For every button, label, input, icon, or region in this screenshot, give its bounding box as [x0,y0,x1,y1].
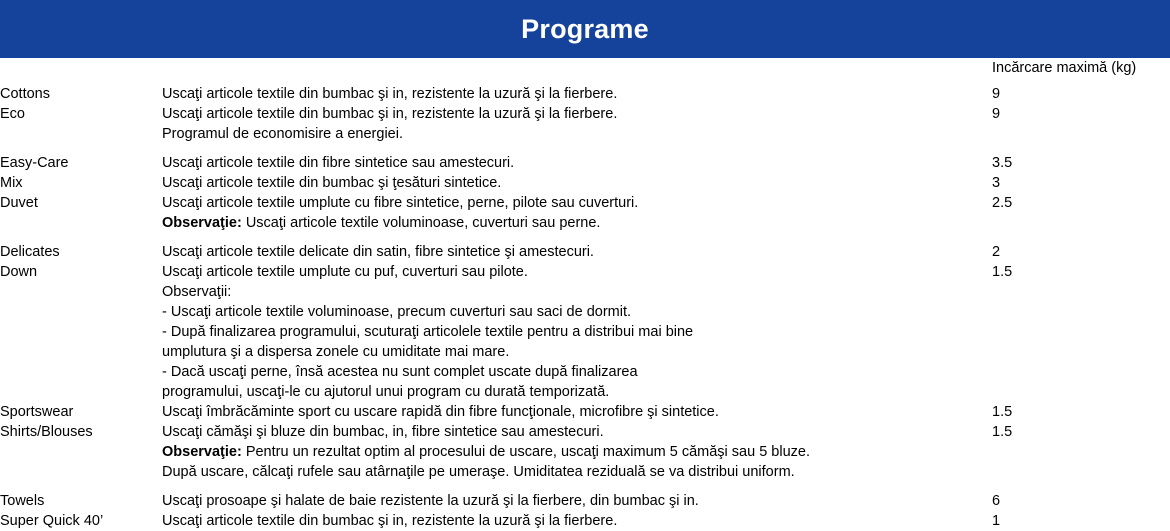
note-bullet: - Uscaţi articole textile voluminoase, precum cuverturi sau saci de dormit. [162,304,632,320]
program-description: Uscaţi îmbrăcăminte sport cu uscare rapidă din fibre funcţionale, microfibre şi sintetice. [162,404,719,420]
note-bullet-wrap: umplutura şi a dispersa zonele cu umiditate mai mare. [162,344,510,360]
program-max-load: 9 [992,106,1001,122]
table-row-bullet [0,322,1170,342]
program-description: Uscaţi articole textile din fibre sintetice sau amestecuri. [162,155,515,171]
program-description: Uscaţi articole textile umplute cu fibre sintetice, perne, pilote sau cuverturi. [162,195,639,211]
table-row [0,153,1170,173]
note-text: Uscaţi articole textile voluminoase, cuverturi sau perne. [241,215,601,231]
program-note [162,442,992,462]
table-header-max-load: Incărcare maximă (kg) [992,60,1137,76]
program-max-load-empty [992,213,1170,233]
table-row [0,491,1170,511]
program-name-empty [0,213,162,233]
program-max-load-empty [992,342,1170,362]
program-max-load-empty [992,302,1170,322]
program-max-load-empty [992,382,1170,402]
program-max-load: 1.5 [992,264,1013,280]
program-description: Uscaţi cămăşi şi bluze din bumbac, in, fibre sintetice sau amestecuri. [162,424,604,440]
program-name: Sportswear [0,404,74,420]
program-name: Mix [0,175,23,191]
program-name: Duvet [0,195,38,211]
table-row-note [0,442,1170,462]
program-max-load: 3.5 [992,155,1013,171]
table-row-notes-heading [0,282,1170,302]
table-row-bullet [0,362,1170,382]
program-max-load-empty [992,322,1170,342]
table-row-continuation [0,124,1170,144]
program-name-empty [0,342,162,362]
table-header-program [0,58,162,84]
table-row-bullet-continuation [0,342,1170,362]
program-description-extra: Programul de economisire a energiei. [162,126,403,142]
program-name-empty [0,382,162,402]
program-name-empty [0,124,162,144]
table-row [0,511,1170,531]
program-name: Towels [0,493,45,509]
notes-label: Observaţii: [162,284,232,300]
row-gap [0,482,1170,491]
program-max-load-empty [992,362,1170,382]
note-bullet: - După finalizarea programului, scuturaţi articolele textile pentru a distribui mai bine [162,324,694,340]
program-name: Down [0,264,38,280]
table-row [0,173,1170,193]
program-name: Shirts/Blouses [0,424,93,440]
table-header-row [0,58,1170,84]
program-name-empty [0,362,162,382]
program-description: Uscaţi articole textile umplute cu puf, cuverturi sau pilote. [162,264,528,280]
table-row-note [0,213,1170,233]
program-description: Uscaţi prosoape şi halate de baie rezistente la uzură şi la fierbere, din bumbac şi in. [162,493,699,509]
program-name-empty [0,322,162,342]
page-header-banner [0,0,1170,58]
programs-table [0,58,1170,531]
note-label: Observaţie: [162,444,242,460]
program-max-load: 3 [992,175,1001,191]
program-max-load: 2 [992,244,1001,260]
program-description: Uscaţi articole textile din bumbac şi in, rezistente la uzură şi la fierbere. [162,513,618,529]
row-gap [0,233,1170,242]
table-row [0,422,1170,442]
note-bullet-wrap: programului, uscaţi-le cu ajutorul unui program cu durată temporizată. [162,384,610,400]
table-row-continuation [0,462,1170,482]
program-description-extra: După uscare, călcaţi rufele sau atârnaţile pe umeraşe. Umiditatea reziduală se va distribui uniform. [162,464,795,480]
program-max-load: 1.5 [992,404,1013,420]
program-max-load: 1.5 [992,424,1013,440]
program-description: Uscaţi articole textile din bumbac şi in, rezistente la uzură şi la fierbere. [162,86,618,102]
page-title: Programe [521,13,649,44]
table-row [0,193,1170,213]
program-name: Easy-Care [0,155,69,171]
program-name-empty [0,302,162,322]
table-header-description [162,58,992,84]
note-label: Observaţie: [162,215,242,231]
note-text: Pentru un rezultat optim al procesului de uscare, uscaţi maximum 5 cămăşi sau 5 bluze. [241,444,810,460]
table-row-bullet-continuation [0,382,1170,402]
program-name-empty [0,282,162,302]
program-max-load-empty [992,124,1170,144]
program-max-load: 6 [992,493,1001,509]
program-name-empty [0,442,162,462]
program-name: Eco [0,106,25,122]
program-name-empty [0,462,162,482]
program-name: Delicates [0,244,60,260]
program-description: Uscaţi articole textile din bumbac şi ţesături sintetice. [162,175,502,191]
program-max-load: 2.5 [992,195,1013,211]
program-description: Uscaţi articole textile din bumbac şi in, rezistente la uzură şi la fierbere. [162,106,618,122]
note-bullet: - Dacă uscaţi perne, însă acestea nu sunt complet uscate după finalizarea [162,364,638,380]
program-name: Cottons [0,86,50,102]
programs-table-container [0,58,1170,531]
program-max-load-empty [992,282,1170,302]
program-max-load-empty [992,442,1170,462]
table-row [0,104,1170,124]
program-name: Super Quick 40’ [0,513,104,529]
program-note [162,213,992,233]
program-max-load: 1 [992,513,1001,529]
table-row [0,242,1170,262]
table-row [0,262,1170,282]
program-max-load-empty [992,462,1170,482]
table-row-bullet [0,302,1170,322]
row-gap [0,144,1170,153]
program-description: Uscaţi articole textile delicate din satin, fibre sintetice şi amestecuri. [162,244,594,260]
table-row [0,402,1170,422]
program-max-load: 9 [992,86,1001,102]
table-row [0,84,1170,104]
